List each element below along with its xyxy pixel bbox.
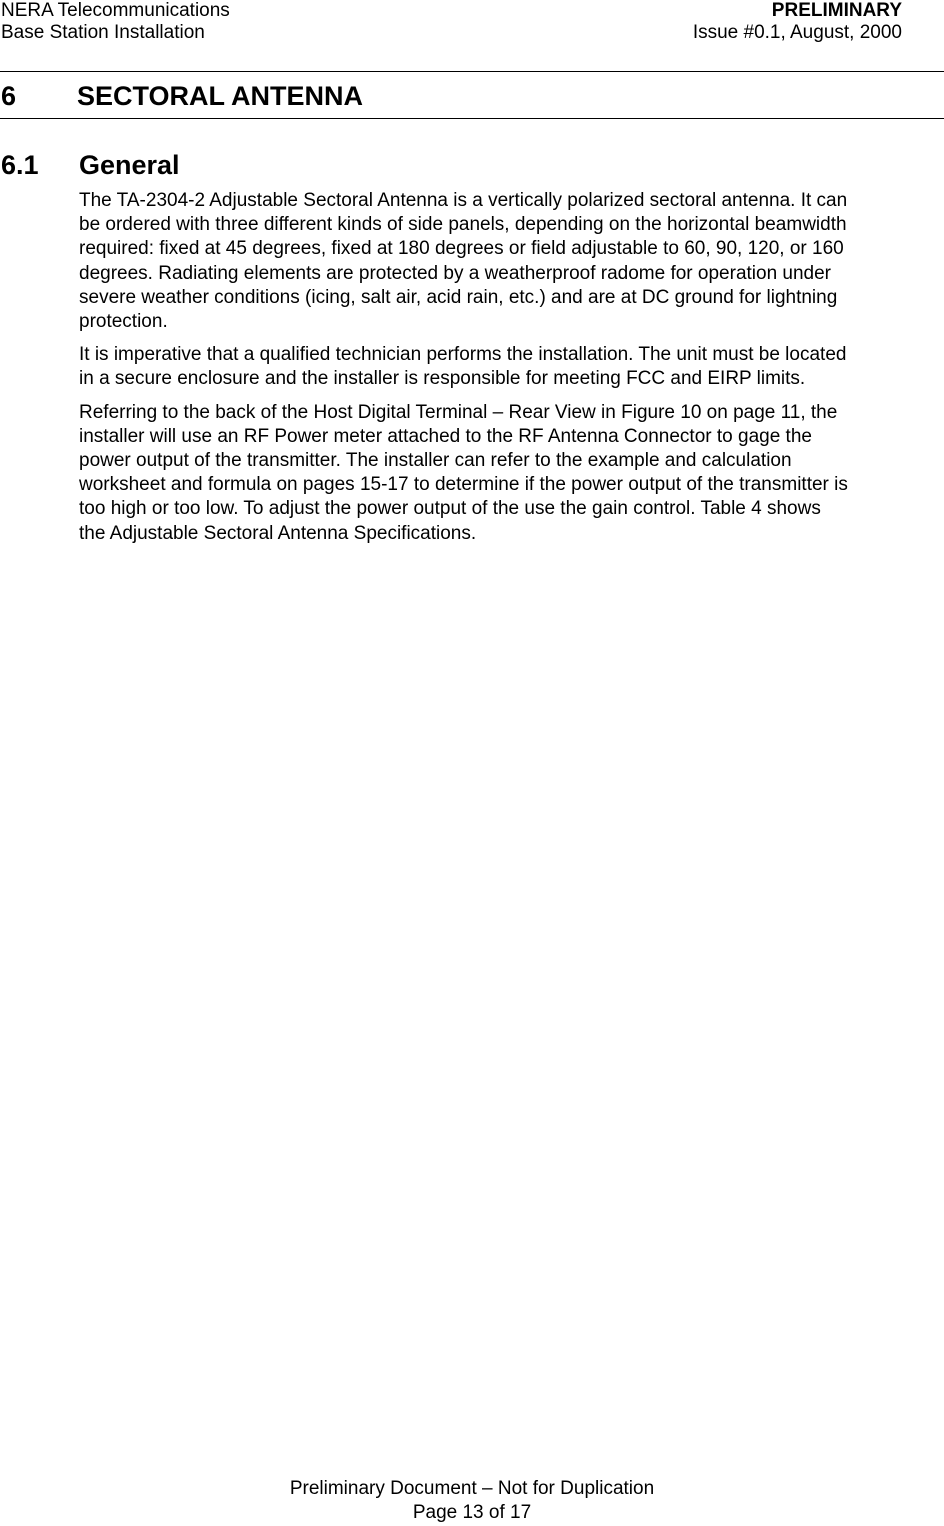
text-line: too high or too low. To adjust the power output of the use the gain control. Table 4 shows: [79, 498, 821, 520]
header-issue: Issue #0.1, August, 2000: [692, 22, 902, 43]
footer-page-number: Page 13 of 17: [412, 1502, 532, 1523]
subsection-number: 6.1: [1, 150, 39, 180]
section-number: 6: [1, 81, 17, 111]
header-status: PRELIMINARY: [771, 0, 902, 21]
body-text: [79, 189, 939, 555]
text-line: required: fixed at 45 degrees, fixed at 180 degrees or field adjustable to 60, 90, 120, or 160: [79, 238, 844, 260]
text-line: installer will use an RF Power meter attached to the RF Antenna Connector to gage the: [79, 425, 812, 447]
subsection-heading: [1, 149, 180, 181]
text-line: degrees. Radiating elements are protected by a weatherproof radome for operation under: [79, 262, 832, 284]
text-line: be ordered with three different kinds of side panels, depending on the horizontal beamwidth: [79, 214, 847, 236]
text-line: severe weather conditions (icing, salt air, acid rain, etc.) and are at DC ground for lightning: [79, 286, 838, 308]
text-line: It is imperative that a qualified technician performs the installation. The unit must be located: [79, 344, 847, 366]
header-company: NERA Telecommunications: [1, 0, 230, 21]
text-line: in a secure enclosure and the installer is responsible for meeting FCC and EIRP limits.: [79, 368, 806, 390]
text-line: Referring to the back of the Host Digital Terminal – Rear View in Figure 10 on page 11, the: [79, 401, 838, 423]
page-header: [0, 0, 944, 72]
footer-notice: Preliminary Document – Not for Duplication: [289, 1478, 655, 1499]
subsection-title: General: [79, 150, 180, 180]
header-divider: [0, 71, 944, 72]
text-line: power output of the transmitter. The installer can refer to the example and calculation: [79, 450, 792, 472]
paragraph-antenna-description: [79, 189, 939, 334]
text-line: The TA-2304-2 Adjustable Sectoral Antenna is a vertically polarized sectoral antenna. It can: [79, 190, 848, 211]
text-line: worksheet and formula on pages 15-17 to determine if the power output of the transmitter is: [79, 474, 848, 496]
text-line: the Adjustable Sectoral Antenna Specifications.: [79, 522, 477, 544]
text-line: protection.: [79, 311, 168, 333]
section-divider: [0, 118, 944, 119]
paragraph-power-measurement: [79, 401, 939, 546]
page-footer: [0, 1477, 944, 1525]
section-title: SECTORAL ANTENNA: [77, 81, 364, 111]
header-document-subtitle: Base Station Installation: [1, 22, 205, 43]
paragraph-installation-requirements: [79, 343, 939, 391]
section-heading: [1, 80, 363, 112]
